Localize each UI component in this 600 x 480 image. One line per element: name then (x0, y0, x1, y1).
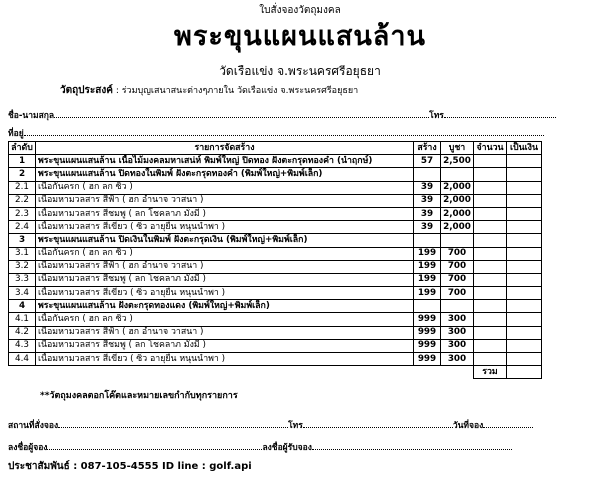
item-row (9, 339, 542, 352)
row-made: 999 (414, 326, 441, 339)
row-item: พระขุนแผนแสนล้าน เนื้อไม้มงคลมหาเสน่ห์ พิมพ์ใหญ่ ปิดทอง ฝังตะกรุดทองคำ (นำฤกษ์) (36, 155, 414, 168)
receiver-sign-label: ลงชื่อผู้รับจอง (262, 443, 312, 453)
contact-line: ประชาสัมพันธ์ : 087-105-4555 ID line : golf.api (8, 461, 252, 472)
row-quantity-cell[interactable] (474, 194, 507, 207)
section-row (9, 168, 542, 181)
row-quantity-cell[interactable] (474, 260, 507, 273)
total-amount-cell[interactable] (507, 366, 542, 379)
order-table (8, 141, 542, 379)
item-row (9, 353, 542, 366)
purpose-label: วัตถุประสงค์ (60, 85, 113, 96)
name-field[interactable] (54, 109, 429, 118)
row-number: 3.2 (9, 260, 36, 273)
row-price: 2,000 (441, 221, 474, 234)
section-row (9, 300, 542, 313)
sign-line (8, 440, 512, 454)
place-line (8, 418, 533, 432)
row-quantity-cell[interactable] (474, 353, 507, 366)
row-number: 4.4 (9, 353, 36, 366)
row-quantity-cell[interactable] (474, 155, 507, 168)
address-field[interactable] (24, 127, 544, 136)
footer-note: **วัตถุมงคลตอกโค๊ตและหมายเลขกำกับทุกรายการ (40, 391, 238, 401)
item-row (9, 287, 542, 300)
row-price: 300 (441, 326, 474, 339)
row-made: 39 (414, 221, 441, 234)
row-made (414, 168, 441, 181)
section-row (9, 155, 542, 168)
row-item: เนื้อมหามวลสาร สีฟ้า ( ฮก อำนาจ วาสนา ) (36, 326, 414, 339)
temple-name: วัดเรือแข่ง จ.พระนครศรีอยุธยา (219, 64, 381, 78)
row-quantity-cell[interactable] (474, 168, 507, 181)
col-header-item: รายการจัดสร้าง (36, 142, 414, 155)
row-number: 3 (9, 234, 36, 247)
row-amount-cell[interactable] (507, 181, 542, 194)
row-number: 2 (9, 168, 36, 181)
phone-field[interactable] (444, 109, 556, 118)
booker-sign-label: ลงชื่อผู้จอง (8, 443, 48, 453)
row-item: เนื้อมหามวลสาร สีเขียว ( ซิ่ว อายุยืน หนุนนำพา ) (36, 287, 414, 300)
purpose-line (60, 83, 358, 98)
row-number: 2.4 (9, 221, 36, 234)
row-item: เนื้อมหามวลสาร สีฟ้า ( ฮก อำนาจ วาสนา ) (36, 194, 414, 207)
row-amount-cell[interactable] (507, 339, 542, 352)
row-price: 2,000 (441, 207, 474, 220)
row-made: 999 (414, 313, 441, 326)
row-price (441, 300, 474, 313)
row-quantity-cell[interactable] (474, 207, 507, 220)
row-item: พระขุนแผนแสนล้าน ปิดทองในพิมพ์ ฝังตะกรุดทองคำ (พิมพ์ใหญ่+พิมพ์เล็ก) (36, 168, 414, 181)
total-row (9, 366, 542, 379)
row-amount-cell[interactable] (507, 300, 542, 313)
row-quantity-cell[interactable] (474, 339, 507, 352)
booker-sign-field[interactable] (47, 441, 262, 450)
col-header-amount: เป็นเงิน (507, 142, 542, 155)
row-made: 57 (414, 155, 441, 168)
row-item: เนื้อมหามวลสาร สีชมพู ( ลก โชคลาภ มั่งมี ) (36, 207, 414, 220)
row-quantity-cell[interactable] (474, 247, 507, 260)
row-number: 3.1 (9, 247, 36, 260)
row-amount-cell[interactable] (507, 326, 542, 339)
row-number: 2.2 (9, 194, 36, 207)
item-row (9, 260, 542, 273)
col-header-price: บูชา (441, 142, 474, 155)
row-price: 300 (441, 353, 474, 366)
row-amount-cell[interactable] (507, 234, 542, 247)
row-number: 3.4 (9, 287, 36, 300)
col-header-made: สร้าง (414, 142, 441, 155)
item-row (9, 207, 542, 220)
total-label: รวม (474, 366, 507, 379)
row-made: 199 (414, 273, 441, 286)
form-title: ใบสั่งจองวัตถุมงคล (259, 5, 341, 16)
row-amount-cell[interactable] (507, 287, 542, 300)
row-amount-cell[interactable] (507, 155, 542, 168)
place-field[interactable] (58, 419, 288, 428)
row-item: เนื้อกันครก ( ฮก ลก ซิ่ว ) (36, 313, 414, 326)
row-made (414, 234, 441, 247)
name-line (8, 108, 556, 122)
row-quantity-cell[interactable] (474, 221, 507, 234)
date-field[interactable] (483, 419, 533, 428)
footer-phone-field[interactable] (303, 419, 453, 428)
item-row (9, 221, 542, 234)
row-made: 39 (414, 194, 441, 207)
row-item: เนื้อมหามวลสาร สีชมพู ( ลก โชคลาภ มั่งมี ) (36, 339, 414, 352)
row-quantity-cell[interactable] (474, 273, 507, 286)
row-item: เนื้อมหามวลสาร สีเขียว ( ซิ่ว อายุยืน หนุนนำพา ) (36, 221, 414, 234)
row-quantity-cell[interactable] (474, 181, 507, 194)
row-item: เนื้อมหามวลสาร สีเขียว ( ซิ่ว อายุยืน หนุนนำพา ) (36, 353, 414, 366)
row-price: 300 (441, 313, 474, 326)
item-row (9, 247, 542, 260)
row-number: 4 (9, 300, 36, 313)
col-header-qty: จำนวน (474, 142, 507, 155)
row-number: 3.3 (9, 273, 36, 286)
row-item: เนื้อกันครก ( ฮก ลก ซิ่ว ) (36, 181, 414, 194)
row-price: 700 (441, 287, 474, 300)
row-amount-cell[interactable] (507, 313, 542, 326)
row-item: พระขุนแผนแสนล้าน ฝังตะกรุดทองแดง (พิมพ์ใหญ่+พิมพ์เล็ก) (36, 300, 414, 313)
row-made: 999 (414, 353, 441, 366)
row-made: 199 (414, 287, 441, 300)
row-number: 2.3 (9, 207, 36, 220)
table-header-row (9, 142, 542, 155)
address-line (8, 126, 544, 140)
row-number: 4.3 (9, 339, 36, 352)
row-price (441, 168, 474, 181)
item-row (9, 273, 542, 286)
place-label: สถานที่สั่งจอง (8, 421, 59, 431)
row-quantity-cell[interactable] (474, 234, 507, 247)
row-amount-cell[interactable] (507, 260, 542, 273)
row-amount-cell[interactable] (507, 168, 542, 181)
section-row (9, 234, 542, 247)
row-price: 700 (441, 260, 474, 273)
item-row (9, 313, 542, 326)
item-row (9, 181, 542, 194)
row-made: 999 (414, 339, 441, 352)
row-price: 2,000 (441, 194, 474, 207)
row-item: เนื้อมหามวลสาร สีฟ้า ( ฮก อำนาจ วาสนา ) (36, 260, 414, 273)
phone-label: โทร (429, 111, 444, 121)
row-quantity-cell[interactable] (474, 287, 507, 300)
row-quantity-cell[interactable] (474, 326, 507, 339)
name-label: ชื่อ-นามสกุล (8, 111, 55, 121)
row-amount-cell[interactable] (507, 353, 542, 366)
row-number: 1 (9, 155, 36, 168)
item-row (9, 326, 542, 339)
row-number: 2.1 (9, 181, 36, 194)
row-amount-cell[interactable] (507, 194, 542, 207)
row-item: เนื้อมหามวลสาร สีชมพู ( ลก โชคลาภ มั่งมี ) (36, 273, 414, 286)
date-label: วันที่จอง (452, 421, 484, 431)
row-quantity-cell[interactable] (474, 300, 507, 313)
row-made: 39 (414, 207, 441, 220)
row-quantity-cell[interactable] (474, 313, 507, 326)
row-price: 2,000 (441, 181, 474, 194)
main-title: พระขุนแผนแสนล้าน (174, 21, 426, 52)
item-row (9, 194, 542, 207)
row-amount-cell[interactable] (507, 273, 542, 286)
row-made (414, 300, 441, 313)
row-price: 700 (441, 247, 474, 260)
col-header-no: ลำดับ (9, 142, 36, 155)
row-price (441, 234, 474, 247)
row-item: เนื้อกันครก ( ฮก ลก ซิ่ว ) (36, 247, 414, 260)
row-amount-cell[interactable] (507, 221, 542, 234)
row-amount-cell[interactable] (507, 247, 542, 260)
address-label: ที่อยู่ (8, 129, 24, 139)
row-made: 39 (414, 181, 441, 194)
receiver-sign-field[interactable] (312, 441, 512, 450)
row-price: 2,500 (441, 155, 474, 168)
row-made: 199 (414, 260, 441, 273)
purpose-text: : ร่วมบุญเสนาสนะต่างๆภายใน วัดเรือแข่ง จ.พระนครศรีอยุธยา (115, 86, 359, 96)
row-number: 4.1 (9, 313, 36, 326)
row-price: 700 (441, 273, 474, 286)
row-amount-cell[interactable] (507, 207, 542, 220)
row-price: 300 (441, 339, 474, 352)
row-made: 199 (414, 247, 441, 260)
row-number: 4.2 (9, 326, 36, 339)
footer-phone-label: โทร (288, 421, 303, 431)
row-item: พระขุนแผนแสนล้าน ปิดเงินในพิมพ์ ฝังตะกรุดเงิน (พิมพ์ใหญ่+พิมพ์เล็ก) (36, 234, 414, 247)
